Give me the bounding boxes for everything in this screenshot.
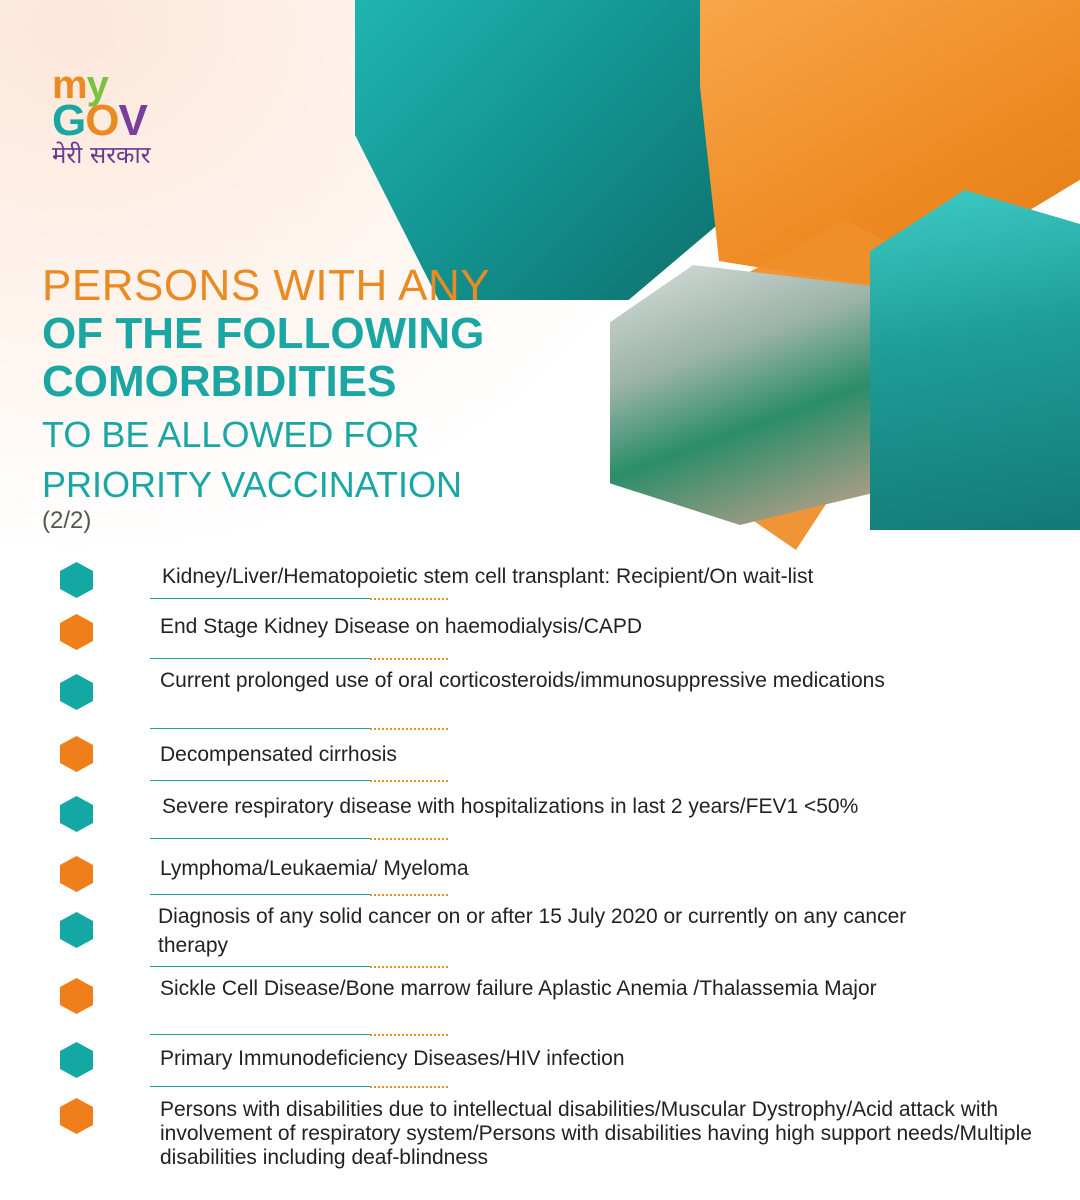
item-text: Lymphoma/Leukaemia/ Myeloma (160, 857, 469, 880)
item-text: Sickle Cell Disease/Bone marrow failure Aplastic Anemia /Thalassemia Major (160, 977, 877, 1000)
item-text: End Stage Kidney Disease on haemodialysis/CAPD (160, 615, 643, 638)
item-text: Persons with disabilities due to intellectual disabilities/Muscular Dystrophy/Acid attack with involvement of respiratory system/Persons with disabilities having high support needs/Multiple disabilities including deaf-blindness (160, 1098, 1032, 1169)
hexagon-bullet-icon (60, 796, 93, 832)
hexagon-bullet-icon (60, 1042, 93, 1078)
hexagon-bullet-icon (60, 978, 93, 1014)
hexagon-bullet-icon (60, 614, 93, 650)
separator (150, 1034, 450, 1036)
health-worker-photo (355, 0, 735, 300)
separator (150, 658, 450, 660)
page-indicator: (2/2) (42, 507, 92, 534)
item-text: Decompensated cirrhosis (160, 743, 397, 766)
logo-hindi-tagline: मेरी सरकार (52, 141, 151, 169)
separator (150, 1086, 450, 1088)
headline-line-5: PRIORITY VACCINATION (42, 464, 463, 505)
hexagon-bullet-icon (60, 736, 93, 772)
logo-gov: GOV (52, 96, 147, 145)
item-text: Primary Immunodeficiency Diseases/HIV infection (160, 1047, 625, 1070)
separator (150, 966, 450, 968)
hexagon-bullet-icon (60, 912, 93, 948)
headline-line-4: TO BE ALLOWED FOR (42, 414, 420, 455)
logo-my: my (52, 63, 108, 107)
separator (150, 728, 450, 730)
item-text: Kidney/Liver/Hematopoietic stem cell transplant: Recipient/On wait-list (162, 565, 814, 588)
man-vaccinated-photo (870, 190, 1080, 530)
separator (150, 838, 450, 840)
hexagon-bullet-icon (60, 856, 93, 892)
hexagon-bullet-icon (60, 674, 93, 710)
headline-line-3: COMORBIDITIES (42, 357, 397, 406)
headline-line-1: PERSONS WITH ANY (42, 261, 491, 310)
hexagon-bullet-icon (60, 562, 93, 598)
separator (150, 894, 450, 896)
item-text: Diagnosis of any solid cancer on or after 15 July 2020 or currently on any cancer therapy (158, 905, 907, 957)
separator (150, 598, 450, 600)
mygov-logo (52, 63, 192, 170)
item-text: Severe respiratory disease with hospitalizations in last 2 years/FEV1 <50% (162, 795, 859, 818)
hexagon-bullet-icon (60, 1098, 93, 1134)
headline-line-2: OF THE FOLLOWING (42, 309, 485, 358)
headline (42, 262, 490, 536)
separator (150, 780, 450, 782)
item-text: Current prolonged use of oral corticosteroids/immunosuppressive medications (160, 669, 885, 692)
vaccination-photo (610, 265, 870, 525)
